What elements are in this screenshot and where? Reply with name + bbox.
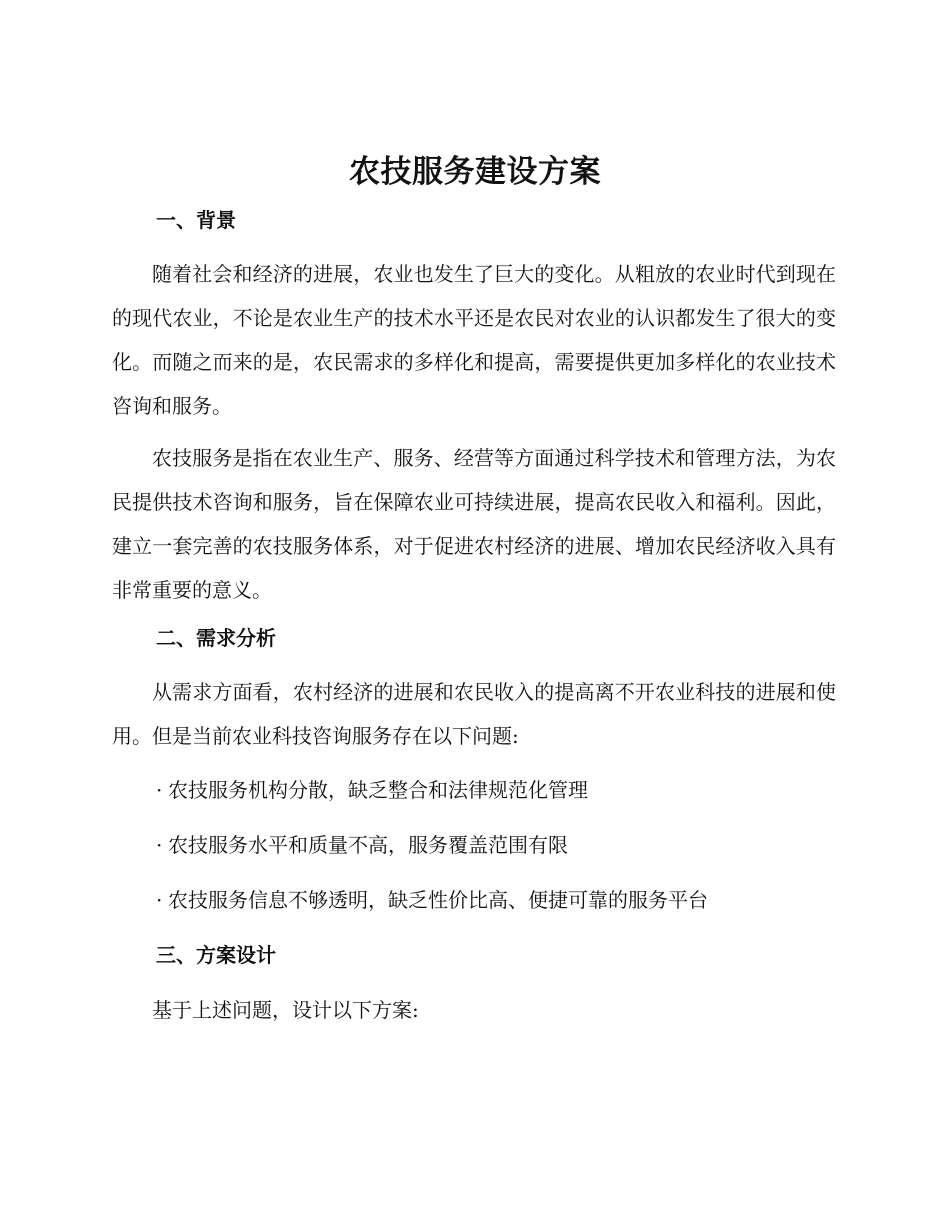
- list-item-text: 农技服务信息不够透明，缺乏性价比高、便捷可靠的服务平台: [168, 888, 708, 912]
- paragraph-background-1: 随着社会和经济的进展，农业也发生了巨大的变化。从粗放的农业时代到现在的现代农业，不论是农业生产的技术水平还是农民对农业的认识都发生了很大的变化。而随之而来的是，农民需求的多样化和提高，需要提供更加多样化的农业技术咨询和服务。: [112, 262, 836, 418]
- section-heading-needs-analysis: 二、需求分析: [156, 626, 276, 650]
- document-title: 农技服务建设方案: [349, 154, 601, 190]
- list-item-text: 农技服务机构分散，缺乏整合和法律规范化管理: [168, 778, 588, 802]
- paragraph-background-2: 农技服务是指在农业生产、服务、经营等方面通过科学技术和管理方法，为农民提供技术咨询和服务，旨在保障农业可持续进展，提高农民收入和福利。因此，建立一套完善的农技服务体系，对于促进农村经济的进展、增加农民经济收入具有非常重要的意义。: [112, 446, 836, 602]
- list-item: [156, 776, 856, 804]
- section-heading-plan-design: 三、方案设计: [156, 943, 276, 967]
- paragraph-needs-analysis: 从需求方面看，农村经济的进展和农民收入的提高离不开农业科技的进展和使用。但是当前农业科技咨询服务存在以下问题:: [112, 680, 836, 748]
- bullet-marker: ·: [156, 833, 163, 857]
- list-item: [156, 831, 856, 859]
- section-heading-background: 一、背景: [156, 208, 236, 232]
- list-item-text: 农技服务水平和质量不高，服务覆盖范围有限: [168, 833, 568, 857]
- paragraph-plan-design: 基于上述问题，设计以下方案:: [152, 998, 419, 1022]
- bullet-marker: ·: [156, 888, 163, 912]
- list-item: [156, 886, 856, 914]
- bullet-marker: ·: [156, 778, 163, 802]
